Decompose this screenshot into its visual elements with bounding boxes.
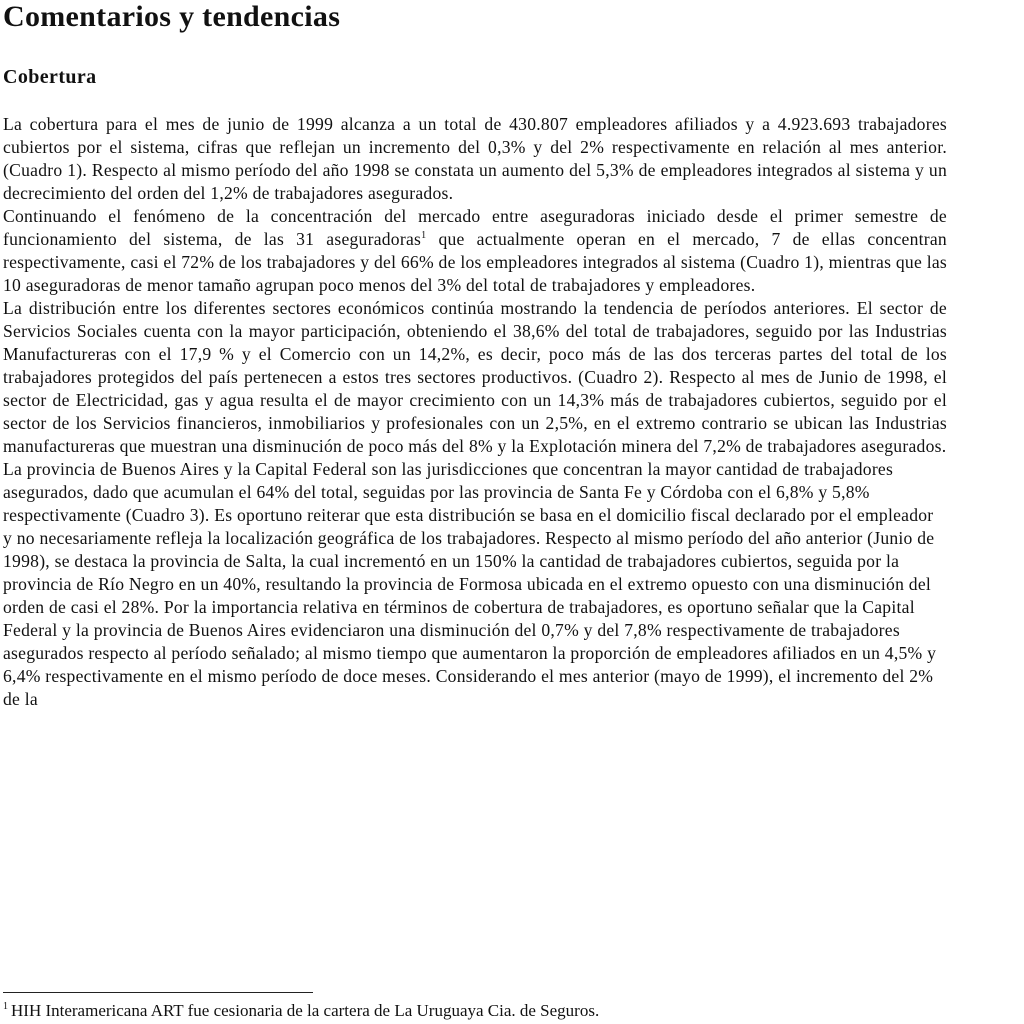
footnote-reference[interactable]: 1 (421, 230, 427, 241)
paragraph-economic-sectors: La distribución entre los diferentes sectores económicos continúa mostrando la tendencia de períodos anteriores. El sector de Servicios Sociales cuenta con la mayor participación, obteniendo el 38,6% del total de trabajadores, seguido por las Industrias Manufactureras con el 17,9 % y el Comercio con un 14,2%, es decir, poco más de las dos terceras partes del total de los trabajadores protegidos del país pertenecen a estos tres sectores productivos. (Cuadro 2). Respecto al mes de Junio de 1998, el sector de Electricidad, gas y agua resulta el de mayor crecimiento con un 14,3% más de trabajadores cubiertos, seguido por el sector de los Servicios financieros, inmobiliarios y profesionales con un 2,5%, en el extremo contrario se ubican las Industrias manufactureras que muestran una disminución de poco más del 8% y la Explotación minera del 7,2% de trabajadores asegurados. (3, 298, 947, 456)
footnote-marker: 1 (3, 1001, 8, 1012)
page-title: Comentarios y tendencias (3, 0, 341, 33)
paragraph-provinces: La provincia de Buenos Aires y la Capital Federal son las jurisdicciones que concentran la mayor cantidad de trabajadores asegurados, dado que acumulan el 64% del total, seguidas por las provincia de Santa Fe y Córdoba con el 6,8% y 5,8% respectivamente (Cuadro 3). Es oportuno reiterar que esta distribución se basa en el domicilio fiscal declarado por el empleador y no necesariamente refleja la localización geográfica de los trabajadores. Respecto al mismo período del año anterior (Junio de 1998), se destaca la provincia de Salta, la cual incrementó en un 150% la cantidad de trabajadores cubiertos, seguida por la provincia de Río Negro en un 40%, resultando la provincia de Formosa ubicada en el extremo opuesto con una disminución del orden de casi el 28%. Por la importancia relativa en términos de cobertura de trabajadores, es oportuno señalar que la Capital Federal y la provincia de Buenos Aires evidenciaron una disminución del 0,7% y del 7,8% respectivamente de trabajadores asegurados respecto al período señalado; al mismo tiempo que aumentaron la proporción de empleadores afiliados en un 4,5% y 6,4% respectivamente en el mismo período de doce meses. Considerando el mes anterior (mayo de 1999), el incremento del 2% de la (3, 459, 937, 709)
footnote (3, 1000, 943, 1022)
body-text (3, 113, 947, 711)
paragraph-market-concentration (3, 205, 947, 297)
footnote-divider (3, 992, 313, 993)
footnote-text: HIH Interamericana ART fue cesionaria de la cartera de La Uruguaya Cia. de Seguros. (11, 1001, 600, 1020)
paragraph-coverage-totals: La cobertura para el mes de junio de 1999 alcanza a un total de 430.807 empleadores afiliados y a 4.923.693 trabajadores cubiertos por el sistema, cifras que reflejan un incremento del 0,3% y del 2% respectivamente en relación al mes anterior. (Cuadro 1). Respecto al mismo período del año 1998 se constata un aumento del 5,3% de empleadores integrados al sistema y un decrecimiento del orden del 1,2% de trabajadores asegurados. (3, 114, 947, 203)
paragraph-text: que actualmente operan en el mercado, 7 de ellas concentran respectivamente, casi el 72% de los trabajadores y del 66% de los empleadores integrados al sistema (Cuadro 1), mientras que las 10 aseguradoras de menor tamaño agrupan poco menos del 3% del total de trabajadores y empleadores. (3, 229, 947, 295)
section-heading-cobertura: Cobertura (3, 66, 97, 88)
paragraph-text: Continuando el fenómeno de la concentración del mercado entre aseguradoras iniciado desde el primer semestre de funcionamiento del sistema, de las 31 aseguradoras (3, 206, 947, 249)
